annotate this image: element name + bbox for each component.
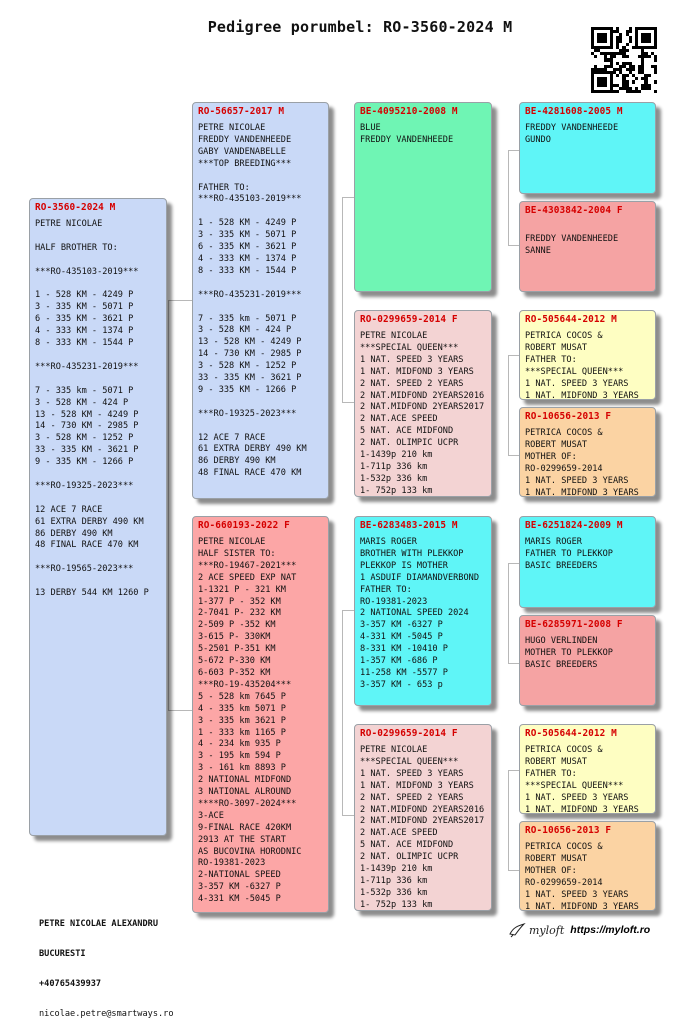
pigeon-card-dam-sire[interactable] — [354, 516, 492, 706]
ring-number: RO-10656-2013 F — [525, 411, 612, 422]
connector-line — [342, 610, 354, 611]
ring-number: RO-0299659-2014 F — [360, 728, 458, 739]
page-title: Pedigree porumbel: RO-3560-2024 M — [207, 18, 513, 36]
pigeon-card-sire-dam[interactable] — [354, 310, 492, 497]
connector-line — [508, 455, 519, 456]
pigeon-card-ddd[interactable] — [519, 821, 656, 911]
pigeon-details: MARIS ROGER FATHER TO PLEKKOP BASIC BREEDERS — [525, 537, 613, 571]
connector-line — [342, 402, 354, 403]
connector-line — [342, 610, 343, 815]
owner-name: PETRE NICOLAE ALEXANDRU — [39, 919, 158, 929]
ring-number: RO-3560-2024 M — [35, 202, 116, 213]
ring-number: BE-4281608-2005 M — [525, 106, 623, 117]
connector-line — [508, 355, 509, 455]
connector-line — [168, 300, 193, 301]
pigeon-card-sire-sire[interactable] — [354, 102, 492, 292]
logo-text: myloft — [529, 923, 565, 937]
pigeon-details: PETRE NICOLAE ***SPECIAL QUEEN*** 1 NAT. SPEED 3 YEARS 1 NAT. MIDFOND 3 YEARS 2 NAT. SPEED 2 YEARS 2 NAT.MIDFOND 2YEARS2016 2 NAT.MIDFOND 2YEARS2017 2 NAT.ACE SPEED 5 NAT. ACE MIDFOND 2 NAT. OLIMPIC UCPR 1-1439p 210 km 1-711p 336 km 1-532p 336 km 1- 752p 133 km — [360, 745, 485, 910]
ring-number: BE-6283483-2015 M — [360, 520, 458, 531]
connector-line — [508, 563, 519, 564]
owner-contact — [39, 899, 174, 1029]
connector-line — [508, 150, 519, 151]
pigeon-card-subject[interactable] — [29, 198, 167, 836]
ring-number: BE-6285971-2008 F — [525, 619, 623, 630]
myloft-logo — [508, 922, 564, 938]
ring-number: BE-4095210-2008 M — [360, 106, 458, 117]
pigeon-details: PETRE NICOLAE HALF SISTER TO: ***RO-19467-2021*** 2 ACE SPEED EXP NAT 1-1321 P - 321 KM 1-377 P - 352 KM 2-7041 P- 232 KM 2-509 P -352 KM 3-615 P- 330KM 5-2501 P-351 KM 5-672 P-330 KM 6-603 P-352 KM ***RO-19-435204*** 5 - 528 km 7645 P 4 - 335 km 5071 P 3 - 335 km 3621 P 1 - 333 km 1165 P 4 - 234 km 935 P 3 - 195 km 594 P 3 - 161 km 8893 P 2 NATIONAL MIDFOND 3 NATIONAL ALROUND ****RO-3097-2024*** 3-ACE 9-FINAL RACE 420KM 2913 AT THE START AS BUCOVINA HORODNIC RO-19381-2023 2-NATIONAL SPEED 3-357 KM -6327 P 4-331 KM -5045 P — [198, 537, 302, 905]
owner-phone[interactable]: +40765439937 — [39, 979, 102, 989]
owner-email[interactable]: nicolae.petre@smartways.ro — [39, 1009, 174, 1019]
pigeon-details: PETRICA COCOS & ROBERT MUSAT FATHER TO: ***SPECIAL QUEEN*** 1 NAT. SPEED 3 YEARS 1 NAT. MIDFOND 3 YEARS — [525, 331, 639, 400]
brand-footer — [508, 918, 658, 942]
pigeon-details: PETRE NICOLAE FREDDY VANDENHEEDE GABY VANDENABELLE ***TOP BREEDING*** FATHER TO: ***RO-435103-2019*** 1 - 528 KM - 4249 P 3 - 335 KM - 5071 P 6 - 335 KM - 3621 P 4 - 333 KM - 1374 P 8 - 333 KM - 1544 P ***RO-435231-2019*** 7 - 335 km - 5071 P 3 - 528 KM - 424 P 13 - 528 KM - 4249 P 14 - 730 KM - 2985 P 3 - 528 KM - 1252 P 33 - 335 KM - 3621 P 9 - 335 KM - 1266 P ***RO-19325-2023*** 12 ACE 7 RACE 61 EXTRA DERBY 490 KM 86 DERBY 490 KM 48 FINAL RACE 470 KM — [198, 123, 307, 479]
pigeon-card-sss[interactable] — [519, 102, 656, 194]
connector-line — [508, 770, 519, 771]
pigeon-icon — [508, 922, 526, 938]
pigeon-card-sdd[interactable] — [519, 407, 656, 497]
pigeon-details: PETRICA COCOS & ROBERT MUSAT MOTHER OF: RO-0299659-2014 1 NAT. SPEED 3 YEARS 1 NAT. MIDFOND 3 YEARS — [525, 842, 639, 911]
connector-line — [508, 770, 509, 870]
ring-number: RO-10656-2013 F — [525, 825, 612, 836]
ring-number: RO-56657-2017 M — [198, 106, 285, 117]
pigeon-card-sire[interactable] — [192, 102, 329, 499]
connector-line — [342, 197, 354, 198]
connector-line — [508, 150, 509, 245]
pigeon-details: BLUE FREDDY VANDENHEEDE — [360, 123, 454, 145]
pigeon-card-dss[interactable] — [519, 516, 656, 608]
connector-line — [168, 710, 193, 711]
connector-line — [508, 663, 519, 664]
ring-number: BE-4303842-2004 F — [525, 205, 623, 216]
pigeon-details: MARIS ROGER BROTHER WITH PLEKKOP PLEKKOP IS MOTHER 1 ASDUIF DIAMANDVERBOND FATHER TO: RO-19381-2023 2 NATIONAL SPEED 2024 3-357 KM -6327 P 4-331 KM -5045 P 8-331 KM -10410 P 1-357 KM -686 P 11-258 KM -5577 P 3-357 KM - 653 p — [360, 537, 479, 690]
connector-line — [508, 870, 519, 871]
pigeon-details: PETRE NICOLAE ***SPECIAL QUEEN*** 1 NAT. SPEED 3 YEARS 1 NAT. MIDFOND 3 YEARS 2 NAT. SPEED 2 YEARS 2 NAT.MIDFOND 2YEARS2016 2 NAT.MIDFOND 2YEARS2017 2 NAT.ACE SPEED 5 NAT. ACE MIDFOND 2 NAT. OLIMPIC UCPR 1-1439p 210 km 1-711p 336 km 1-532p 336 km 1- 752p 133 km — [360, 331, 485, 496]
connector-line — [508, 245, 519, 246]
ring-number: RO-660193-2022 F — [198, 520, 290, 531]
ring-number: BE-6251824-2009 M — [525, 520, 623, 531]
pigeon-details: FREDDY VANDENHEEDE GUNDO — [525, 123, 619, 145]
brand-url-link[interactable]: https://myloft.ro — [570, 924, 651, 936]
pigeon-card-dsd[interactable] — [519, 615, 656, 706]
pigeon-details: FREDDY VANDENHEEDE SANNE — [525, 233, 619, 256]
pigeon-details: PETRICA COCOS & ROBERT MUSAT MOTHER OF: RO-0299659-2014 1 NAT. SPEED 3 YEARS 1 NAT. MIDFOND 3 YEARS — [525, 428, 639, 497]
pigeon-card-dam[interactable] — [192, 516, 329, 913]
connector-line — [168, 300, 169, 710]
ring-number: RO-505644-2012 M — [525, 314, 617, 325]
pigeon-card-sds[interactable] — [519, 310, 656, 400]
owner-city: BUCURESTI — [39, 949, 86, 959]
connector-line — [342, 197, 343, 402]
pigeon-card-ssd[interactable] — [519, 201, 656, 292]
pigeon-card-dam-dam[interactable] — [354, 724, 492, 911]
connector-line — [508, 355, 519, 356]
pigeon-details: PETRE NICOLAE HALF BROTHER TO: ***RO-435103-2019*** 1 - 528 KM - 4249 P 3 - 335 KM - 5071 P 6 - 335 KM - 3621 P 4 - 333 KM - 1374 P 8 - 333 KM - 1544 P ***RO-435231-2019*** 7 - 335 km - 5071 P 3 - 528 KM - 424 P 13 - 528 KM - 4249 P 14 - 730 KM - 2985 P 3 - 528 KM - 1252 P 33 - 335 KM - 3621 P 9 - 335 KM - 1266 P ***RO-19325-2023*** 12 ACE 7 RACE 61 EXTRA DERBY 490 KM 86 DERBY 490 KM 48 FINAL RACE 470 KM ***RO-19565-2023*** 13 DERBY 544 KM 1260 P — [35, 219, 149, 599]
pigeon-details: PETRICA COCOS & ROBERT MUSAT FATHER TO: ***SPECIAL QUEEN*** 1 NAT. SPEED 3 YEARS 1 NAT. MIDFOND 3 YEARS — [525, 745, 639, 814]
qr-code-icon — [591, 27, 657, 93]
connector-line — [508, 563, 509, 663]
ring-number: RO-505644-2012 M — [525, 728, 617, 739]
pigeon-details: HUGO VERLINDEN MOTHER TO PLEKKOP BASIC BREEDERS — [525, 636, 613, 670]
connector-line — [342, 815, 354, 816]
ring-number: RO-0299659-2014 F — [360, 314, 458, 325]
pigeon-card-dds[interactable] — [519, 724, 656, 814]
